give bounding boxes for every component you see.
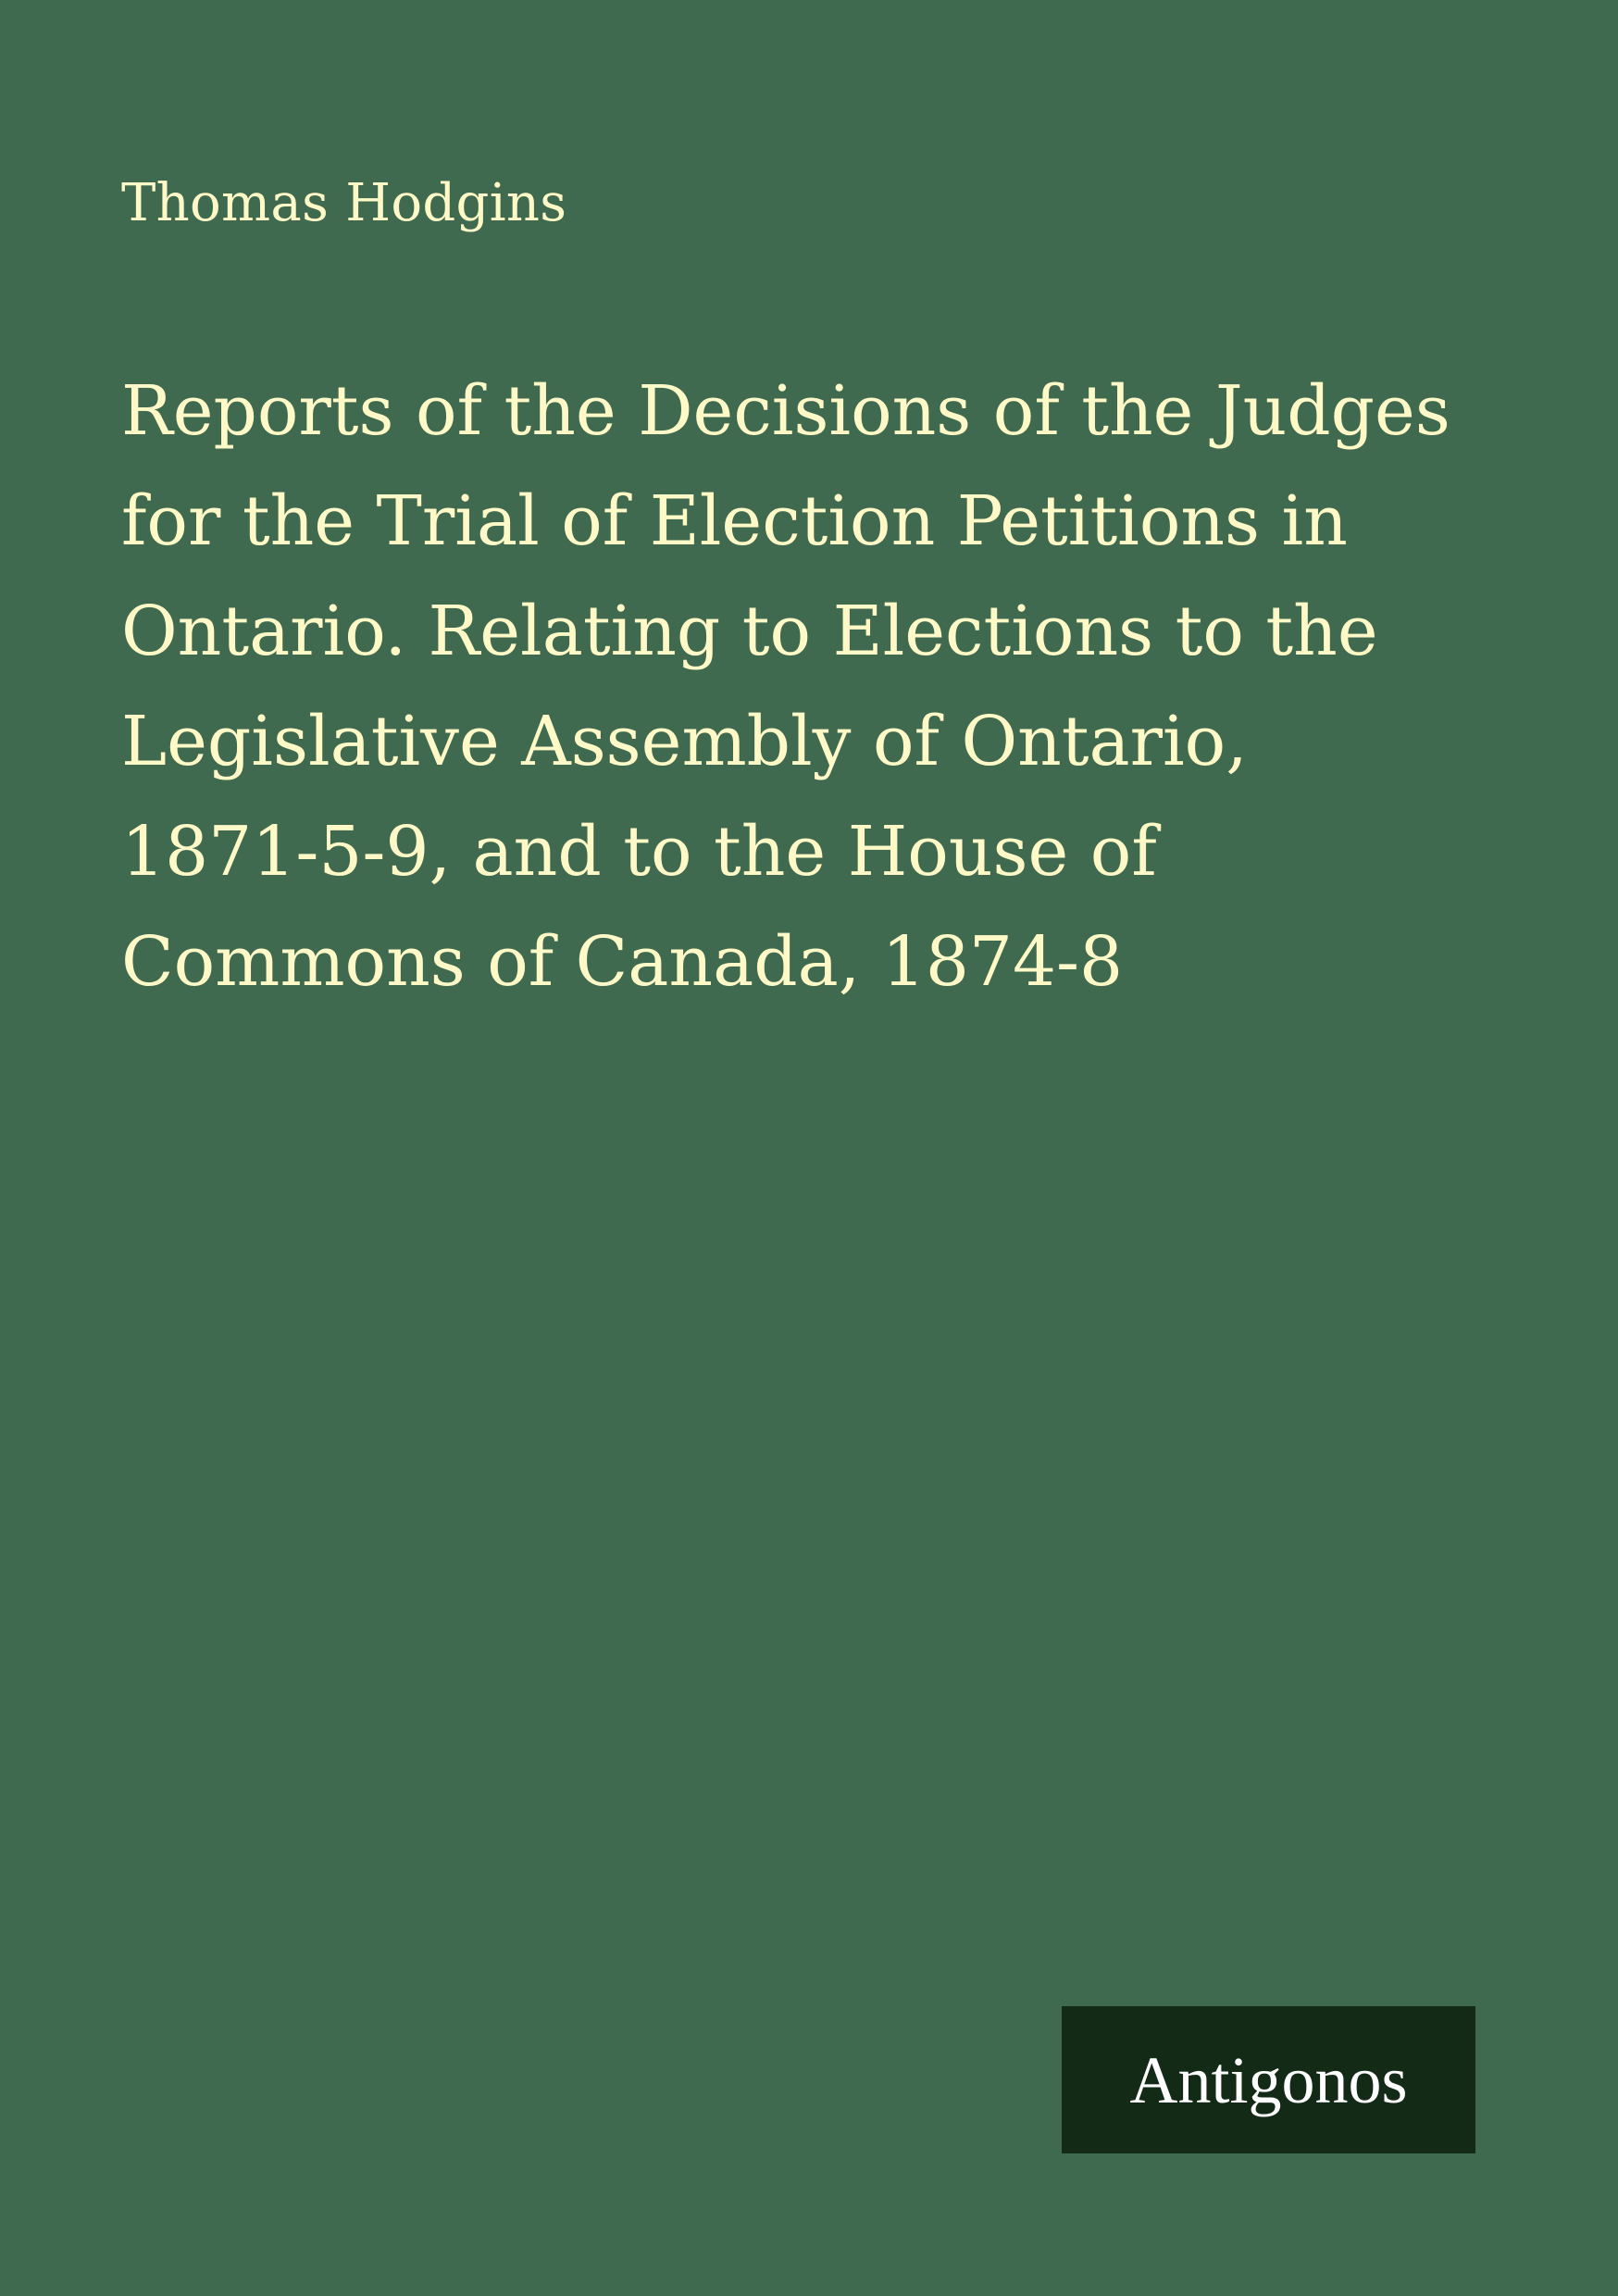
title-line: Legislative Assembly of Ontario,: [121, 702, 1248, 781]
publisher-logo: [1062, 2006, 1475, 2153]
title-line: Reports of the Decisions of the Judges: [121, 371, 1450, 451]
title-line: for the Trial of Election Petitions in: [121, 481, 1348, 561]
author-name: Thomas Hodgins: [121, 173, 567, 233]
title-line: Commons of Canada, 1874-8: [121, 922, 1124, 1002]
title-line: 1871-5-9, and to the House of: [121, 812, 1157, 892]
book-title: [121, 356, 1565, 1017]
title-line: Ontario. Relating to Elections to the: [121, 592, 1378, 671]
publisher-name: Antigonos: [1129, 2042, 1408, 2117]
